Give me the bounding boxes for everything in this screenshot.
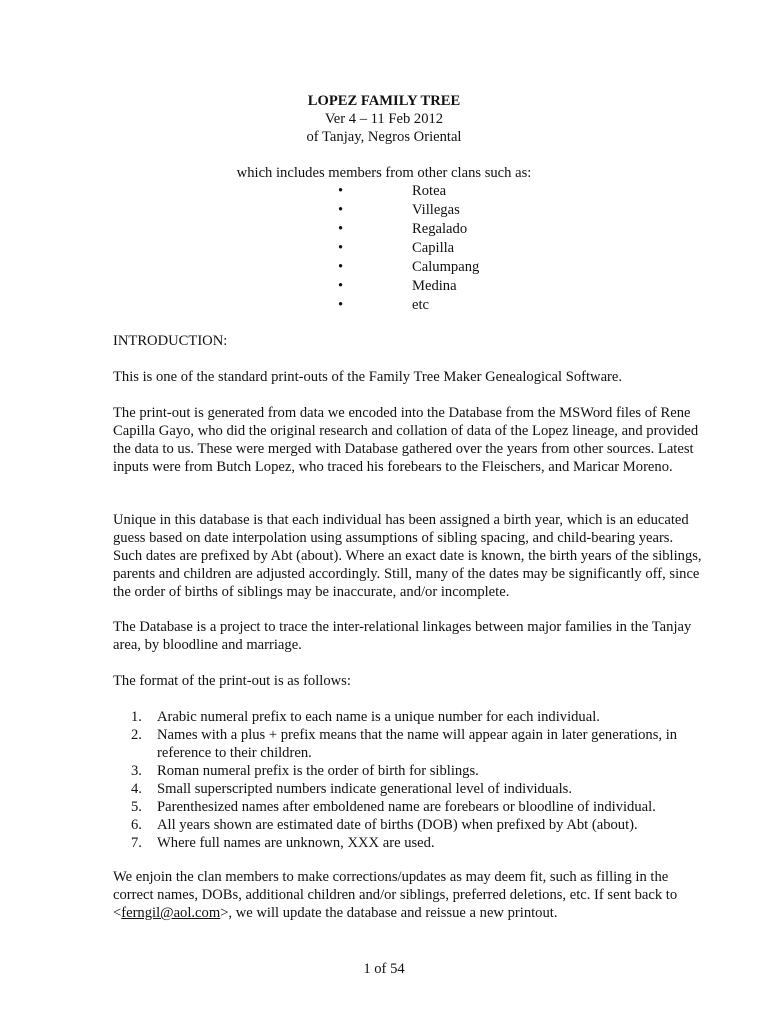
page-number: 1 of 54: [363, 961, 405, 977]
document-page: LOPEZ FAMILY TREE Ver 4 – 11 Feb 2012 of Tanjay, Negros Oriental which includes members from other clans such as: • Rotea • Villegas • Regalado • Capilla • Calumpang • Medina • etc INTRODUCTION: This is one of the standard print-outs of the Family Tree Maker Genealogical Software. The print-out is generated from data we encoded into the Database from the MSWord files of Rene Capilla Gayo, who did the original research and collation of data of the Lopez lineage, and provided the data to us. These were merged with Database gathered over the years from other sources. Latest inputs were from Butch Lopez, who traced his forebears to the Fleischers, and Maricar Moreno. Unique in this database is that each individual has been assigned a birth year, which is an educated guess based on date interpolation using assumptions of sibling spacing, and child-bearing years. Such dates are prefixed by Abt (about). Where an exact date is known, the birth years of the siblings, parents and children are adjusted accordingly. Still, many of the dates may be significantly off, since the order of births of siblings may be inaccurate, and/or incomplete. The Database is a project to trace the inter-relational linkages between major families in the Tanjay area, by bloodline and marriage. The format of the print-out is as follows: 1. Arabic numeral prefix to each name is a unique number for each individual. 2. Names with a plus + prefix means that the name will appear again in later generations, in reference to their children. 3. Roman numeral prefix is the order of birth for siblings. 4. Small superscripted numbers indicate generational level of individuals. 5. Parenthesized names after emboldened name are forebears or bloodline of individual. 6. All years shown are estimated date of births (DOB) when prefixed by Abt (about). 7. Where full names are unknown, XXX are used. We enjoin the clan members to make corrections/updates as may deem fit, such as filling in the correct names, DOBs, additional children and/or siblings, preferred deletions, etc. If sent back to <ferngil@aol.com>, we will update the database and reissue a new printout. 1 of 54: [0, 0, 768, 1024]
document-title: LOPEZ FAMILY TREE: [307, 93, 461, 109]
bullet-icon: •: [338, 297, 344, 313]
format-item: 5. Parenthesized names after emboldened name are forebears or bloodline of individual.: [131, 799, 656, 815]
paragraph-data-source: The print-out is generated from data we encoded into the Database from the MSWord files of Rene Capilla Gayo, who did the original research and collation of data of the Lopez lineage, and provided the data to us. These were merged with Database gathered over the years from other sources. Latest inputs were from Butch Lopez, who traced his forebears to the Fleischers, and Maricar Moreno.: [113, 405, 699, 475]
bullet-icon: •: [338, 259, 344, 275]
format-item: 6. All years shown are estimated date of births (DOB) when prefixed by Abt (about).: [131, 817, 638, 833]
bullet-icon: •: [338, 202, 344, 218]
paragraph-format-intro: The format of the print-out is as follows:: [113, 673, 351, 689]
format-item: 1. Arabic numeral prefix to each name is a unique number for each individual.: [131, 709, 600, 725]
bullet-icon: •: [338, 221, 344, 237]
paragraph-software: This is one of the standard print-outs of the Family Tree Maker Genealogical Software.: [113, 369, 623, 385]
format-list: [131, 708, 701, 852]
bullet-icon: •: [338, 240, 344, 256]
clans-intro: which includes members from other clans such as:: [236, 165, 532, 181]
format-item: 4. Small superscripted numbers indicate generational level of individuals.: [131, 781, 572, 797]
bullet-icon: •: [338, 278, 344, 294]
origin-line: of Tanjay, Negros Oriental: [306, 129, 462, 145]
format-item: 3. Roman numeral prefix is the order of birth for siblings.: [131, 763, 479, 779]
title-block: [0, 92, 768, 146]
bullet-icon: •: [338, 183, 344, 199]
paragraph-closing: We enjoin the clan members to make corrections/updates as may deem fit, such as filling in the correct names, DOBs, additional children and/or siblings, preferred deletions, etc. If sent back to <ferngil@aol.com>, we will update the database and reissue a new printout.: [113, 869, 678, 921]
paragraph-project: The Database is a project to trace the inter-relational linkages between major families in the Tanjay area, by bloodline and marriage.: [113, 619, 692, 653]
format-item: 7. Where full names are unknown, XXX are used.: [131, 835, 435, 851]
format-item: 2. Names with a plus + prefix means that the name will appear again in later generations, in reference to their children.: [131, 727, 678, 761]
email-link[interactable]: ferngil@aol.com: [121, 905, 221, 921]
paragraph-birth-year: Unique in this database is that each individual has been assigned a birth year, which is an educated guess based on date interpolation using assumptions of sibling spacing, and child-bearing years. Such dates are prefixed by Abt (about). Where an exact date is known, the birth years of the siblings, parents and children are adjusted accordingly. Still, many of the dates may be significantly off, since the order of births of siblings may be inaccurate, and/or incomplete.: [113, 512, 702, 600]
version-line: Ver 4 – 11 Feb 2012: [324, 111, 444, 127]
introduction-heading: INTRODUCTION:: [113, 333, 228, 349]
